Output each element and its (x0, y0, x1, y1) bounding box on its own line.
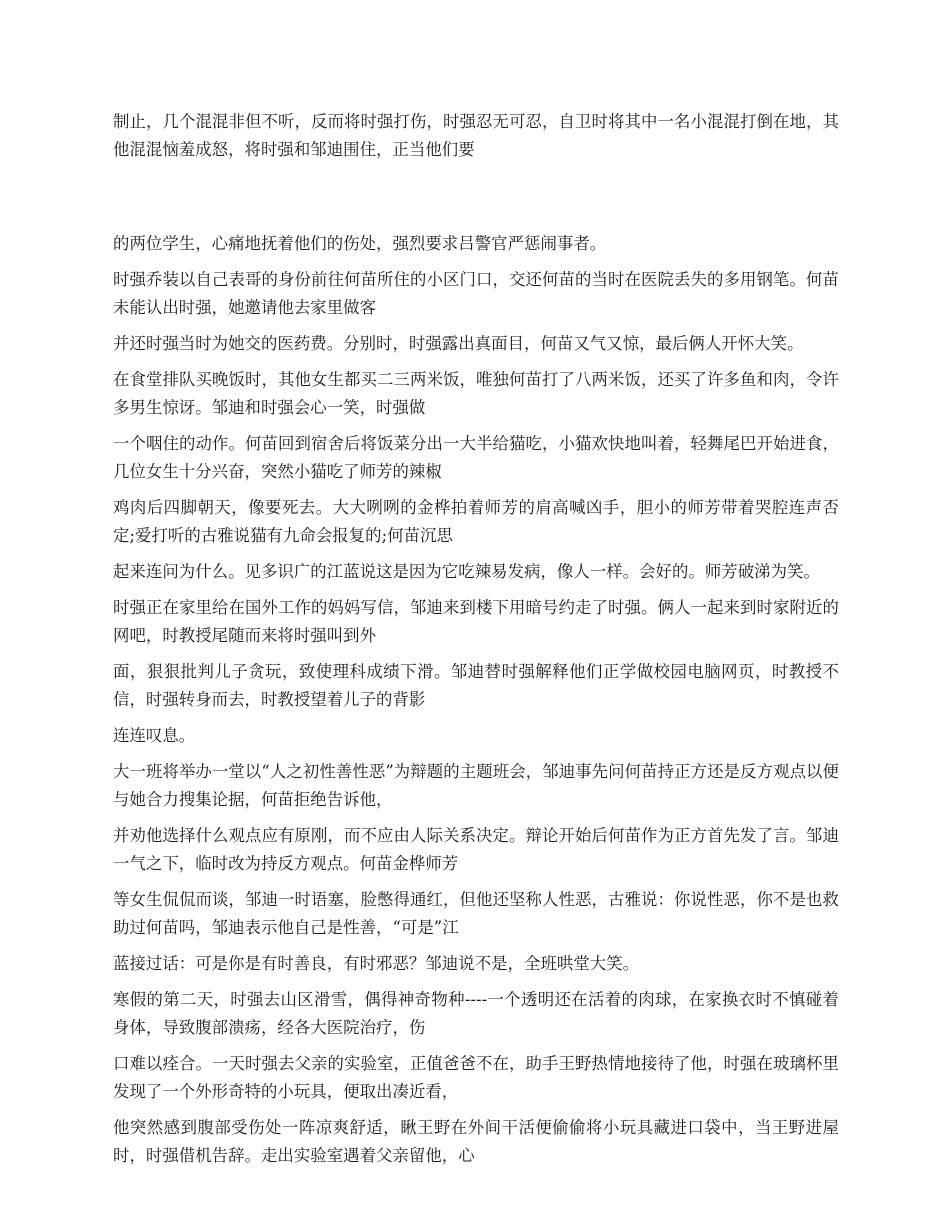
paragraph-10: 面，狠狠批判儿子贪玩，致使理科成绩下滑。邹迪替时强解释他们正学做校园电脑网页，时教授不信，时强转身而去，时教授望着儿子的背影 (113, 662, 839, 709)
paragraph-12: 大一班将举办一堂以“人之初性善性恶”为辩题的主题班会，邹迪事先问何苗持正方还是反方观点以便与她合力搜集论据，何苗拒绝告诉他， (113, 762, 839, 809)
paragraph-2: 的两位学生，心痛地抚着他们的伤处，强烈要求吕警官严惩闹事者。 (113, 234, 607, 253)
paragraph-17: 口难以痊合。一天时强去父亲的实验室，正值爸爸不在，助手王野热情地接待了他，时强在玻璃杯里发现了一个外形奇特的小玩具，便取出凑近看， (113, 1054, 839, 1101)
paragraph-13: 并劝他选择什么观点应有原刚，而不应由人际关系决定。辩论开始后何苗作为正方首先发了言。邹迪一气之下，临时改为持反方观点。何苗金桦师芳 (113, 826, 839, 873)
paragraph-18: 他突然感到腹部受伤处一阵凉爽舒适，瞅王野在外间干活便偷偷将小玩具藏进口袋中，当王野进屋时，时强借机告辞。走出实验室遇着父亲留他，心 (113, 1118, 839, 1165)
paragraph-4: 并还时强当时为她交的医药费。分别时，时强露出真面目，何苗又气又惊，最后俩人开怀大笑。 (113, 334, 804, 353)
paragraph-9: 时强正在家里给在国外工作的妈妈写信，邹迪来到楼下用暗号约走了时强。俩人一起来到时家附近的网吧，时教授尾随而来将时强叫到外 (113, 598, 839, 645)
paragraph-8: 起来连问为什么。见多识广的江蓝说这是因为它吃辣易发病，像人一样。会好的。师芳破涕为笑。 (113, 562, 820, 581)
paragraph-16: 寒假的第二天，时强去山区滑雪，偶得神奇物种----一个透明还在活着的肉球，在家换衣时不慎碰着身体，导致腹部溃疡，经各大医院治疗，伤 (113, 990, 839, 1037)
paragraph-15: 蓝接过话：可是你是有时善良，有时邪恶？邹迪说不是，全班哄堂大笑。 (113, 954, 640, 973)
paragraph-5: 在食堂排队买晚饭时，其他女生都买二三两米饭，唯独何苗打了八两米饭，还买了许多鱼和肉，令许多男生惊讶。邹迪和时强会心一笑，时强做 (113, 370, 839, 417)
paragraph-7: 鸡肉后四脚朝天，像要死去。大大咧咧的金桦拍着师芳的肩高喊凶手，胆小的师芳带着哭腔连声否定;爱打听的古雅说猫有九命会报复的;何苗沉思 (113, 498, 839, 545)
document-page (113, 108, 839, 1170)
paragraph-3: 时强乔装以自己表哥的身份前往何苗所住的小区门口，交还何苗的当时在医院丢失的多用钢笔。何苗未能认出时强，她邀请他去家里做客 (113, 270, 839, 317)
paragraph-14: 等女生侃侃而谈，邹迪一时语塞，脸憋得通红，但他还坚称人性恶，古雅说：你说性恶，你不是也救助过何苗吗，邹迪表示他自己是性善，“可是”江 (113, 890, 839, 937)
paragraph-11: 连连叹息。 (113, 726, 196, 745)
paragraph-1: 制止，几个混混非但不听，反而将时强打伤，时强忍无可忍，自卫时将其中一名小混混打倒在地，其他混混恼羞成怒，将时强和邹迪围住，正当他们要 (113, 112, 839, 159)
paragraph-6: 一个咽住的动作。何苗回到宿舍后将饭菜分出一大半给猫吃，小猫欢快地叫着，轻舞尾巴开始进食，几位女生十分兴奋，突然小猫吃了师芳的辣椒 (113, 434, 839, 481)
